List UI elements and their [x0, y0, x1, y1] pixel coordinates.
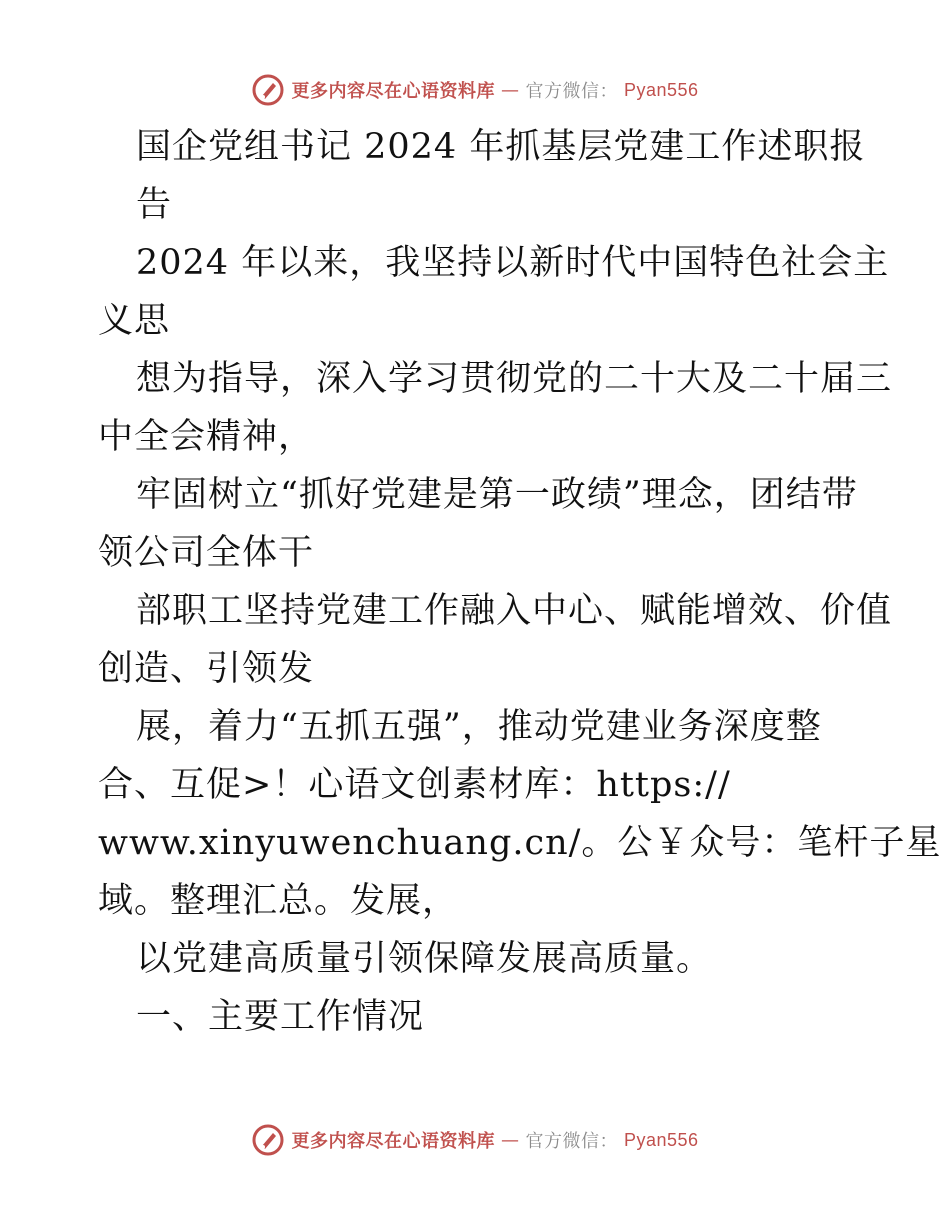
document-body: [98, 118, 942, 1046]
paragraph-line: 牢固树立“抓好党建是第一政绩”理念，团结带: [136, 475, 858, 515]
paragraph-line: 想为指导，深入学习贯彻党的二十大及二十届三: [136, 359, 893, 399]
watermark-main-text: 更多内容尽在心语资料库: [291, 1131, 495, 1152]
paragraph-line: 部职工坚持党建工作融入中心、赋能增效、价值: [136, 591, 893, 631]
watermark-wechat-label: 官方微信：: [525, 1131, 618, 1152]
paragraph-line: 以党建高质量引领保障发展高质量。: [136, 939, 713, 979]
footer-watermark: [0, 1120, 950, 1160]
paragraph-line: 领公司全体干: [98, 533, 315, 573]
section-heading: 一、主要工作情况: [136, 997, 425, 1037]
paragraph-line: 合、互促>！心语文创素材库：https://: [98, 765, 731, 805]
watermark-main-text: 更多内容尽在心语资料库: [291, 81, 495, 102]
watermark-dash: —: [500, 79, 520, 101]
paragraph-line: 域。整理汇总。发展，: [98, 881, 459, 921]
paragraph-line: 展，着力“五抓五强”，推动党建业务深度整: [136, 707, 822, 747]
header-watermark: [0, 70, 950, 110]
paragraph-line: 2024 年以来，我坚持以新时代中国特色社会主: [136, 243, 890, 283]
document-title-line-2: 告: [136, 185, 173, 225]
document-title-line-1: 国企党组书记 2024 年抓基层党建工作述职报: [136, 127, 866, 167]
watermark-dash: —: [500, 1129, 520, 1151]
pen-circle-logo-icon: [251, 1123, 285, 1157]
paragraph-line: 创造、引领发: [98, 649, 315, 689]
watermark-wechat-id: Pyan556: [623, 1129, 699, 1150]
paragraph-line: 义思: [98, 301, 171, 341]
pen-circle-logo-icon: [251, 73, 285, 107]
watermark-wechat-id: Pyan556: [623, 79, 699, 100]
paragraph-line: www.xinyuwenchuang.cn/。公￥众号：笔杆子星: [98, 823, 942, 863]
paragraph-line: 中全会精神，: [98, 417, 315, 457]
watermark-wechat-label: 官方微信：: [525, 81, 618, 102]
